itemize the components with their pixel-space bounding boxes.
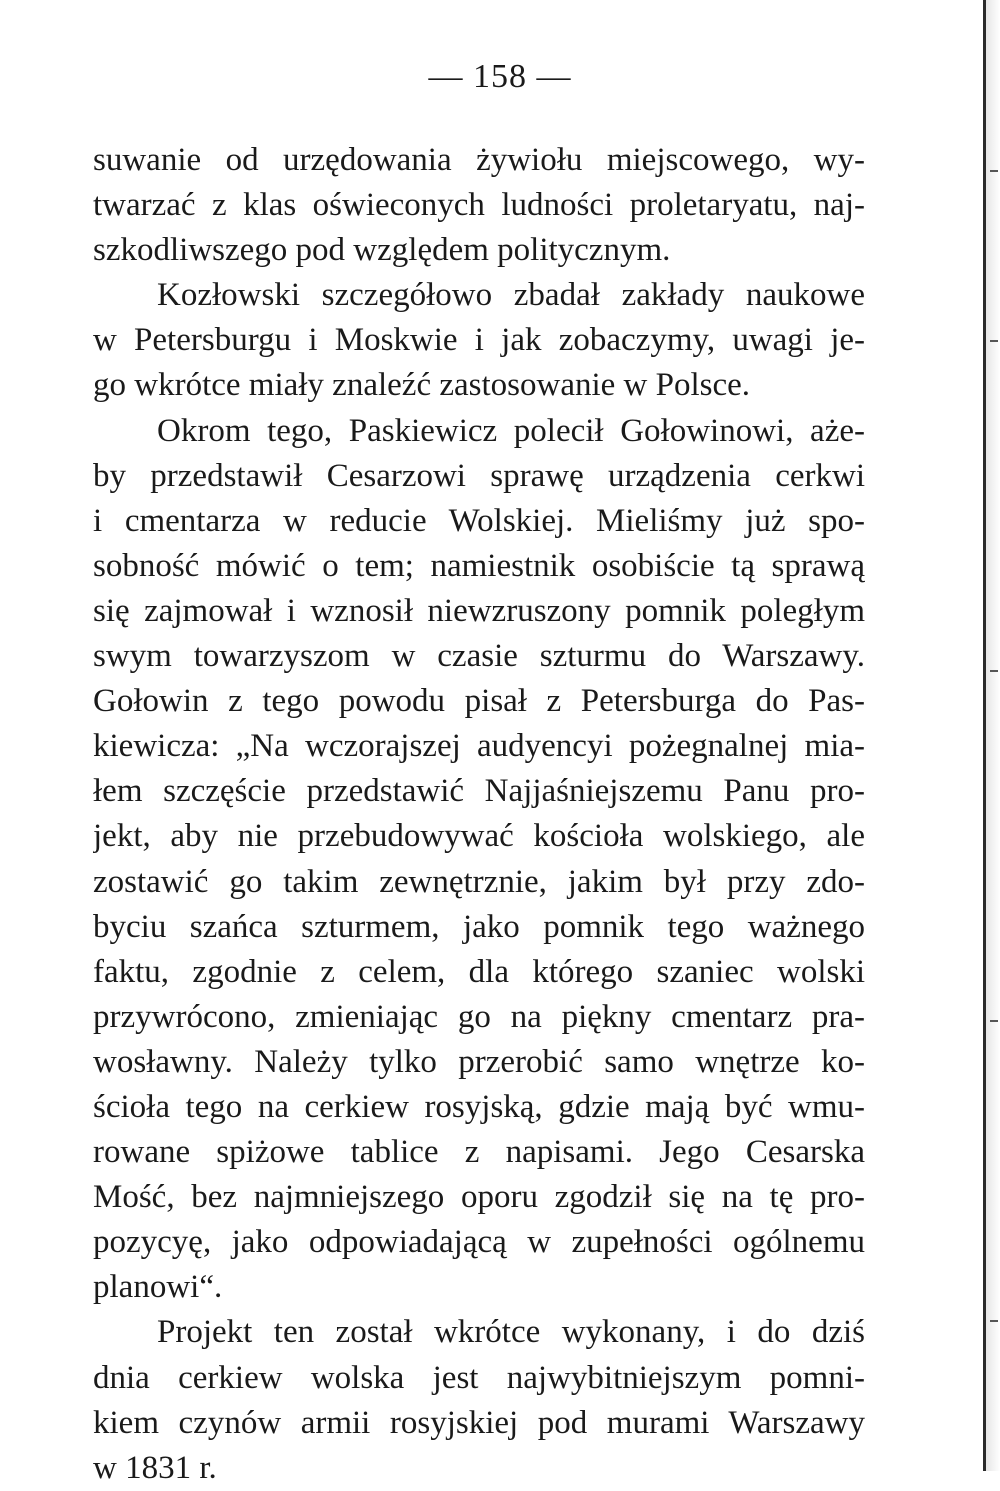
text-line: by przedstawił Cesarzowi sprawę urządzenia cerkwi <box>93 457 865 494</box>
text-line: dnia cerkiew wolska jest najwybitniejszym pomni- <box>93 1359 865 1396</box>
text-line: w Petersburgu i Moskwie i jak zobaczymy, uwagi je- <box>93 322 865 359</box>
text-line: faktu, zgodnie z celem, dla którego szaniec wolski <box>93 953 865 990</box>
binding-mark <box>990 340 998 342</box>
text-line: Mość, bez najmniejszego oporu zgodził się na tę pro- <box>93 1179 865 1216</box>
text-line: Gołowin z tego powodu pisał z Petersburga do Pas- <box>93 683 865 720</box>
text-line: i cmentarza w reducie Wolskiej. Mieliśmy już spo- <box>93 502 865 539</box>
text-line: przywrócono, zmieniając go na piękny cmentarz pra- <box>93 998 865 1035</box>
text-line: Kozłowski szczegółowo zbadał zakłady naukowe <box>157 277 865 314</box>
binding-mark <box>990 170 998 172</box>
text-line: go wkrótce miały znaleźć zastosowanie w Polsce. <box>93 367 751 404</box>
text-line: jekt, aby nie przebudowywać kościoła wolskiego, ale <box>93 818 865 855</box>
page-binding-edge <box>983 0 1000 1471</box>
text-line: byciu szańca szturmem, jako pomnik tego ważnego <box>93 908 865 945</box>
text-line: pozycyę, jako odpowiadającą w zupełności ogólnemu <box>93 1224 865 1261</box>
text-line: Okrom tego, Paskiewicz polecił Gołowinowi, aże- <box>157 412 865 449</box>
binding-mark <box>990 1020 998 1022</box>
text-line: zostawić go takim zewnętrznie, jakim był przy zdo- <box>93 863 865 900</box>
text-line: rowane spiżowe tablice z napisami. Jego Cesarska <box>93 1134 865 1171</box>
text-line: wosławny. Należy tylko przerobić samo wnętrze ko- <box>93 1043 865 1080</box>
text-line: łem szczęście przedstawić Najjaśniejszemu Panu pro- <box>93 773 865 810</box>
binding-mark <box>990 1320 998 1322</box>
text-line: kiewicza: „Na wczorajszej audyencyi pożegnalnej mia- <box>93 728 865 765</box>
text-line: twarzać z klas oświeconych ludności proletaryatu, naj- <box>93 187 865 224</box>
text-line: sobność mówić o tem; namiestnik osobiście tą sprawą <box>93 547 865 584</box>
text-line: ścioła tego na cerkiew rosyjską, gdzie mają być wmu- <box>93 1088 865 1125</box>
text-line: Projekt ten został wkrótce wykonany, i do dziś <box>157 1314 865 1351</box>
text-line: swym towarzyszom w czasie szturmu do Warszawy. <box>93 638 865 675</box>
page-number: — 158 — <box>428 58 572 95</box>
text-line: planowi“. <box>93 1269 223 1306</box>
text-line: w 1831 r. <box>93 1449 217 1486</box>
text-line: kiem czynów armii rosyjskiej pod murami Warszawy <box>93 1404 865 1441</box>
binding-mark <box>990 670 998 672</box>
body-text <box>93 138 865 1491</box>
text-line: się zajmował i wznosił niewzruszony pomnik poległym <box>93 592 865 629</box>
text-line: suwanie od urzędowania żywiołu miejscowego, wy- <box>93 142 865 178</box>
text-line: szkodliwszego pod względem politycznym. <box>93 232 671 269</box>
